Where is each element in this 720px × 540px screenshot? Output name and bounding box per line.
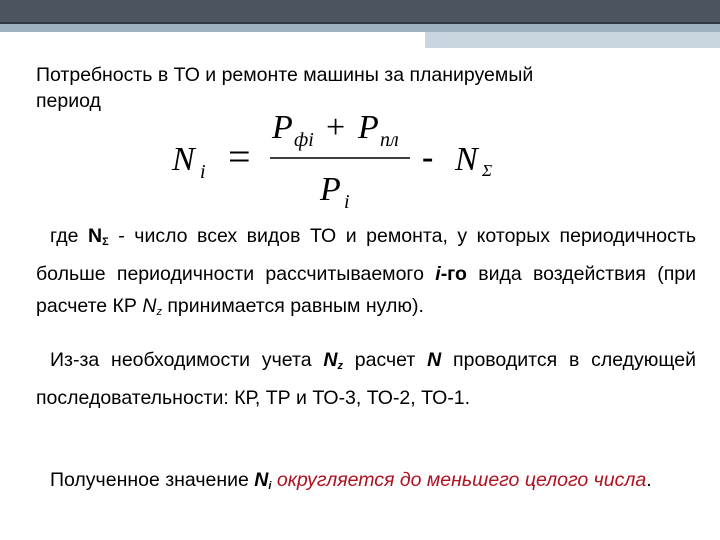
title-line-1: Потребность в ТО и ремонте машины за планируемый: [36, 64, 534, 86]
formula-lhs: N: [172, 141, 195, 178]
header-bar-white-segment: [0, 32, 425, 48]
formula-lhs-sub: i: [200, 161, 206, 183]
formula-num-p1-sub: фi: [294, 129, 314, 151]
formula-num-p2-sub: пл: [380, 129, 399, 151]
formula-den: P: [320, 171, 341, 208]
formula-plus: +: [326, 109, 346, 146]
paragraph-rounding: Полученное значение $N_i$ округляется до меньшего целого числа.: [50, 469, 652, 492]
formula-den-sub: i: [344, 191, 350, 213]
rounding-note-highlight: округляется до меньшего целого числа: [276, 469, 647, 491]
symbol-n-sigma: $N_\Sigma$: [88, 225, 109, 248]
formula-num-p2: P: [358, 109, 379, 146]
header-bar-accent-segment: [425, 32, 720, 48]
paragraph-definition: где $N_\Sigma$ - число всех видов ТО и ремонта, у которых периодичность больше периодичности рассчитываемого i-го вида воздействия (при расчете КР $N_z$ принимается равным нулю).: [36, 225, 696, 318]
header-bar-dark: [0, 0, 720, 22]
formula: [170, 108, 530, 223]
formula-num-p1: P: [272, 109, 293, 146]
formula-rhs-sub: Σ: [482, 161, 493, 180]
symbol-i: i: [435, 263, 441, 285]
symbol-n-z-bold: $N_z$: [323, 349, 343, 372]
symbol-n-i: $N_i$: [254, 469, 272, 492]
formula-equals: =: [228, 134, 251, 179]
symbol-n-z: $N_z$: [142, 295, 162, 318]
slide-title: [36, 62, 676, 114]
paragraph-sequence: Из-за необходимости учета $N_z$ расчет N проводится в следующей последовательности: КР, ТР и ТО-3, ТО-2, ТО-1.: [36, 349, 696, 409]
header-separator: [0, 22, 720, 24]
symbol-n-bold: N: [427, 349, 442, 371]
formula-svg: [170, 108, 530, 223]
formula-minus: -: [422, 139, 434, 176]
title-line-2: период: [36, 90, 101, 112]
formula-rhs: N: [455, 141, 478, 178]
